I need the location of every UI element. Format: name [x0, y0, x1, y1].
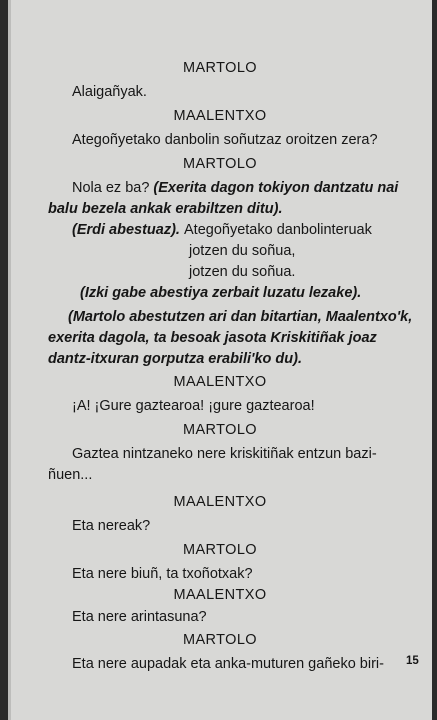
speaker-heading: MAALENTXO [173, 374, 267, 390]
dialogue-text: Ategoñyetako danbolinteruak [184, 222, 372, 238]
speaker-heading: MAALENTXO [173, 494, 267, 510]
stage-direction: (Izki gabe abestiya zerbait luzatu lezake). [80, 285, 362, 301]
speaker-heading: MAALENTXO [173, 587, 267, 603]
speaker-heading: MARTOLO [183, 156, 257, 172]
speaker-heading: MARTOLO [183, 60, 257, 76]
speaker-heading: MAALENTXO [173, 108, 267, 124]
dialogue-line: Eta nere arintasuna? [72, 609, 207, 625]
stage-direction: (Erdi abestuaz). [72, 222, 184, 238]
dialogue-line [72, 222, 372, 238]
dialogue-line: jotzen du soñua, [189, 243, 296, 259]
speaker-heading: MARTOLO [183, 542, 257, 558]
stage-direction: (Exerita dagon tokiyon dantzatu nai [153, 180, 399, 196]
dialogue-line: ¡A! ¡Gure gaztearoa! ¡gure gaztearoa! [72, 398, 315, 414]
stage-direction: exerita dagola, ta besoak jasota Kriskitiñak joaz [48, 330, 377, 346]
dialogue-line: Alaigañyak. [72, 84, 147, 100]
stage-direction: balu bezela ankak erabiltzen ditu). [48, 201, 283, 217]
dialogue-text: Nola ez ba? [72, 180, 154, 196]
dialogue-line: Gaztea nintzaneko nere kriskitiñak entzun bazi- [72, 446, 377, 462]
speaker-heading: MARTOLO [183, 632, 257, 648]
dialogue-line: Eta nere biuñ, ta txoñotxak? [72, 566, 253, 582]
dialogue-line: jotzen du soñua. [189, 264, 296, 280]
dialogue-line: ñuen... [48, 467, 93, 483]
stage-direction: (Martolo abestutzen ari dan bitartian, Maalentxo'k, [68, 309, 413, 325]
dialogue-line [72, 180, 398, 196]
page-number: 15 [406, 655, 419, 667]
book-page [8, 0, 432, 720]
dialogue-line: Eta nereak? [72, 518, 151, 534]
dialogue-line: Ategoñyetako danbolin soñutzaz oroitzen zera? [72, 132, 378, 148]
speaker-heading: MARTOLO [183, 422, 257, 438]
dialogue-line: Eta nere aupadak eta anka-muturen gañeko biri- [72, 656, 384, 672]
stage-direction: dantz-itxuran gorputza erabili'ko du). [48, 351, 302, 367]
